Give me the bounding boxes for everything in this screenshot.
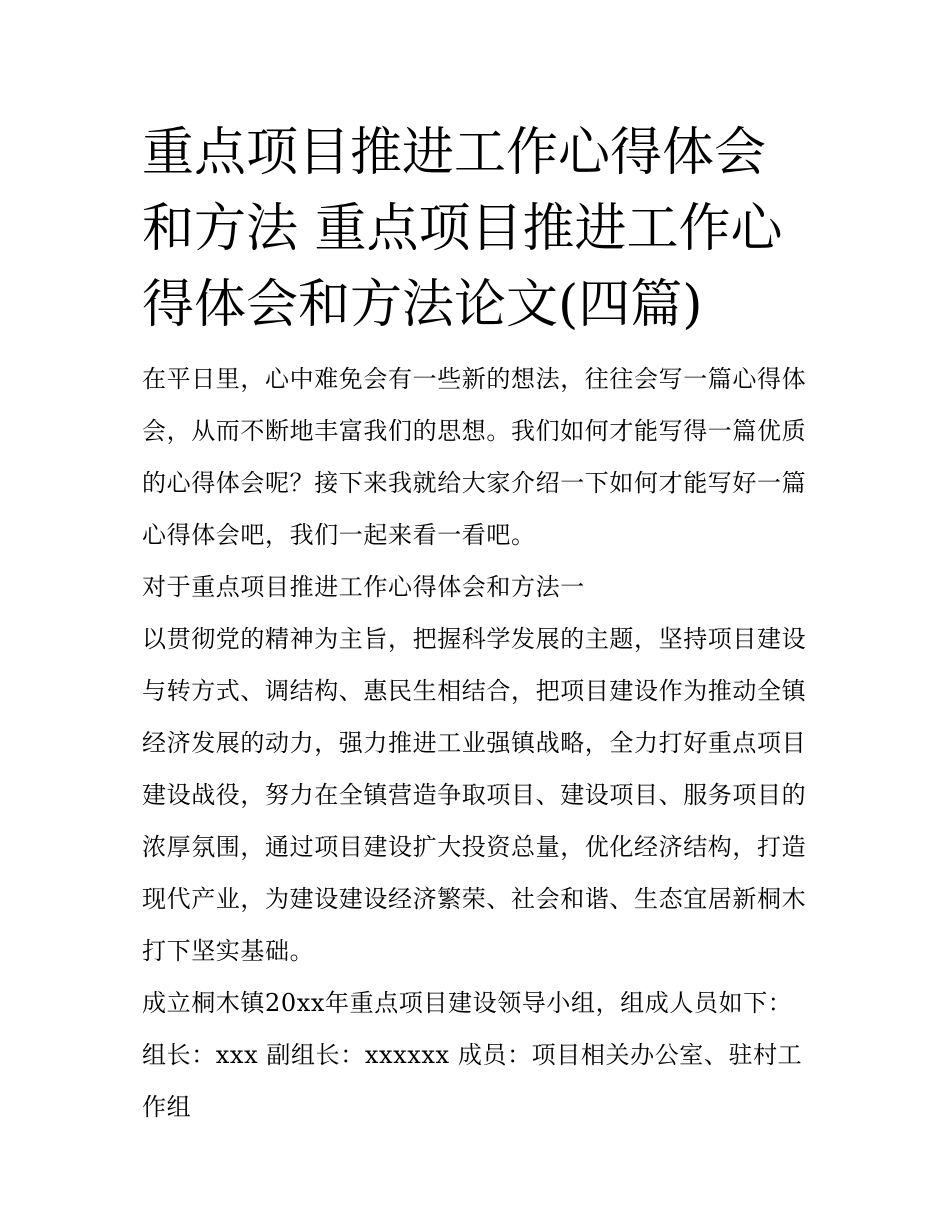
document-body [142,353,814,1133]
body-paragraph: 以贯彻党的精神为主旨，把握科学发展的主题，坚持项目建设与转方式、调结构、惠民生相结合，把项目建设作为推动全镇经济发展的动力，强力推进工业强镇战略，全力打好重点项目建设战役，努力在全镇营造争取项目、建设项目、服务项目的浓厚氛围，通过项目建设扩大投资总量，优化经济结构，打造现代产业，为建设建设经济繁荣、社会和谐、生态宜居新桐木打下坚实基础。 [142,625,807,965]
document-title: 重点项目推进工作心得体会和方法 重点项目推进工作心得体会和方法论文(四篇) [142,123,783,335]
body-paragraph: 组长：xxx 副组长：xxxxxx 成员：项目相关办公室、驻村工作组 [142,1041,803,1121]
body-paragraph: 成立桐木镇20xx年重点项目建设领导小组，组成人员如下： [142,989,793,1017]
document-page [142,115,814,1133]
intro-paragraph: 在平日里，心中难免会有一些新的想法，往往会写一篇心得体会，从而不断地丰富我们的思想。我们如何才能写得一篇优质的心得体会呢？接下来我就给大家介绍一下如何才能写好一篇心得体会吧，我们一起来看一看吧。 [142,365,807,549]
section-heading: 对于重点项目推进工作心得体会和方法一 [142,573,585,601]
